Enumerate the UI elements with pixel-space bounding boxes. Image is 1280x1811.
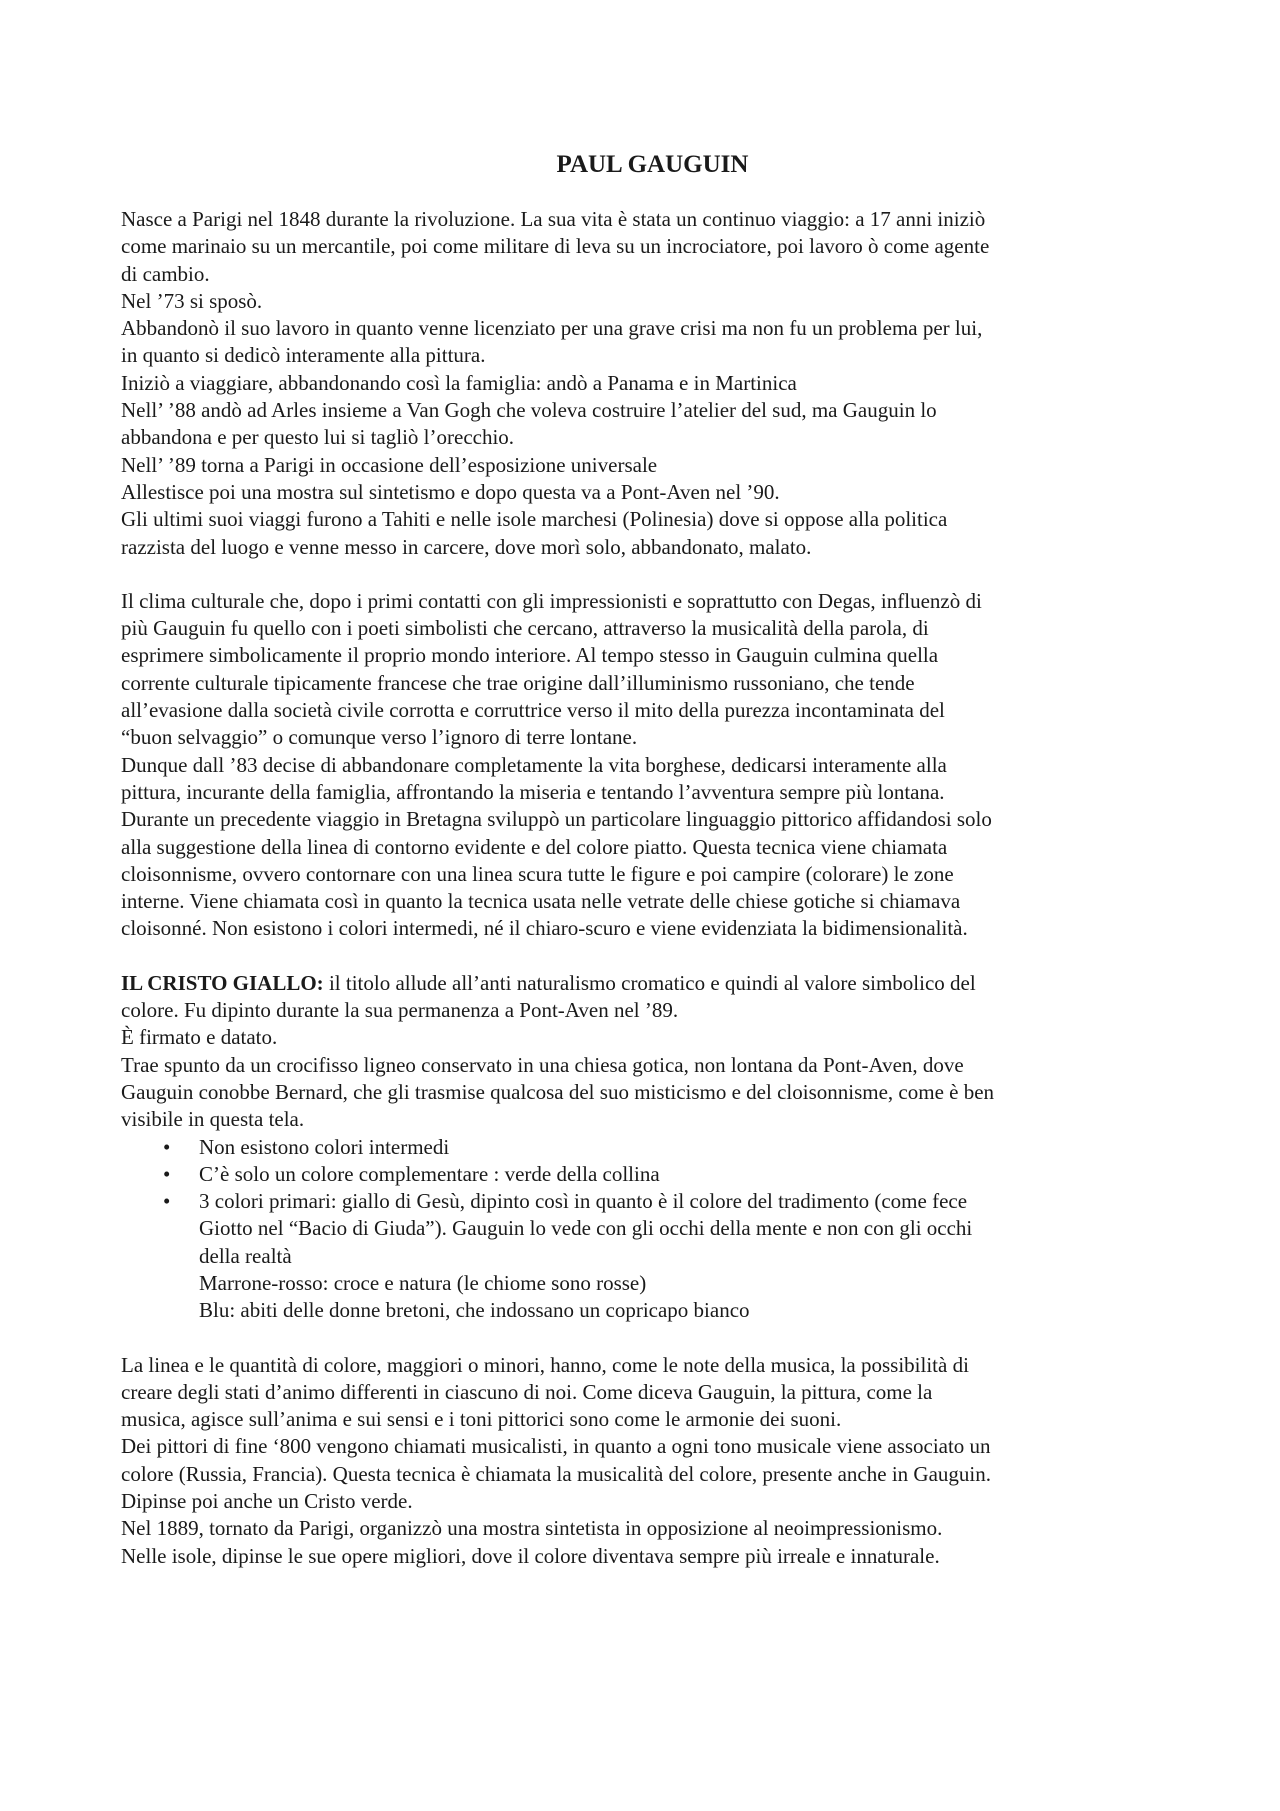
text-line: più Gauguin fu quello con i poeti simbolisti che cercano, attraverso la musicalità della parola, di — [121, 616, 929, 641]
text-line — [121, 970, 1166, 997]
page-title: PAUL GAUGUIN — [556, 151, 749, 178]
list-item — [121, 1161, 1166, 1188]
text-line: Abbandonò il suo lavoro in quanto venne licenziato per una grave crisi ma non fu un problema per lui, — [121, 316, 983, 341]
cultural-context-paragraph — [121, 588, 1166, 943]
musicality-paragraph — [121, 1352, 1166, 1570]
text-line: Nell’ ’89 torna a Parigi in occasione dell’esposizione universale — [121, 452, 658, 477]
cristo-giallo-section — [121, 970, 1166, 1325]
text-line: Trae spunto da un crocifisso ligneo conservato in una chiesa gotica, non lontana da Pont-Aven, dove — [121, 1052, 964, 1077]
text-line: Iniziò a viaggiare, abbandonando così la famiglia: andò a Panama e in Martinica — [121, 370, 797, 395]
section-heading: IL CRISTO GIALLO: — [121, 970, 324, 995]
text-line: “buon selvaggio” o comunque verso l’ignoro di terre lontane. — [121, 725, 638, 750]
text-line: abbandona e per questo lui si tagliò l’orecchio. — [121, 425, 515, 450]
heading-line-text: il titolo allude all’anti naturalismo cromatico e quindi al valore simbolico del — [323, 970, 976, 995]
text-line: Nel ’73 si sposò. — [121, 288, 263, 313]
list-item — [121, 1134, 1166, 1161]
bullet-icon: • — [163, 1161, 171, 1186]
text-line: pittura, incurante della famiglia, affrontando la miseria e tentando l’avventura sempre più lontana. — [121, 779, 945, 804]
text-line: Nelle isole, dipinse le sue opere migliori, dove il colore diventava sempre più irreale e innaturale. — [121, 1543, 940, 1568]
text-line: cloisonné. Non esistono i colori intermedi, né il chiaro-scuro e viene evidenziata la bidimensionalità. — [121, 916, 968, 941]
list-item-text: Non esistono colori intermedi — [199, 1134, 450, 1159]
paragraph-gap — [121, 943, 1166, 970]
text-line: colore (Russia, Francia). Questa tecnica è chiamata la musicalità del colore, presente anche in Gauguin. — [121, 1461, 991, 1486]
text-line: corrente culturale tipicamente francese che trae origine dall’illuminismo russoniano, che tende — [121, 670, 915, 695]
text-line: cloisonnisme, ovvero contornare con una linea scura tutte le figure e poi campire (colorare) le zone — [121, 861, 954, 886]
text-line: visibile in questa tela. — [121, 1107, 305, 1132]
biography-paragraph — [121, 206, 1166, 561]
text-line: Allestisce poi una mostra sul sintetismo e dopo questa va a Pont-Aven nel ’90. — [121, 479, 780, 504]
text-line: Nell’ ’88 andò ad Arles insieme a Van Gogh che voleva costruire l’atelier del sud, ma Gauguin lo — [121, 398, 937, 423]
text-line: La linea e le quantità di colore, maggiori o minori, hanno, come le note della musica, la possibilità di — [121, 1352, 969, 1377]
text-line: Gli ultimi suoi viaggi furono a Tahiti e nelle isole marchesi (Polinesia) dove si oppose alla politica — [121, 507, 948, 532]
bullet-icon: • — [163, 1189, 171, 1214]
list-item-continuation: Marrone-rosso: croce e natura (le chiome sono rosse) — [199, 1270, 647, 1295]
text-line: esprimere simbolicamente il proprio mondo interiore. Al tempo stesso in Gauguin culmina quella — [121, 643, 939, 668]
text-line: creare degli stati d’animo differenti in ciascuno di noi. Come diceva Gauguin, la pittura, come la — [121, 1379, 933, 1404]
paragraph-gap — [121, 1325, 1166, 1352]
text-line: Il clima culturale che, dopo i primi contatti con gli impressionisti e soprattutto con Degas, influenzò di — [121, 588, 982, 613]
list-item-continuation: Giotto nel “Bacio di Giuda”). Gauguin lo vede con gli occhi della mente e non con gli occhi — [199, 1216, 973, 1241]
document-page — [121, 150, 1166, 1570]
list-item-continuation: della realtà — [199, 1243, 292, 1268]
text-line: Dipinse poi anche un Cristo verde. — [121, 1489, 413, 1514]
bullet-icon: • — [163, 1134, 171, 1159]
text-line: musica, agisce sull’anima e sui sensi e i toni pittorici sono come le armonie dei suoni. — [121, 1407, 842, 1432]
text-line: Nasce a Parigi nel 1848 durante la rivoluzione. La sua vita è stata un continuo viaggio: a 17 anni iniziò — [121, 207, 986, 231]
list-item-text: 3 colori primari: giallo di Gesù, dipinto così in quanto è il colore del tradimento (come fece — [199, 1189, 968, 1214]
text-line: interne. Viene chiamata così in quanto la tecnica usata nelle vetrate delle chiese gotiche si chiamava — [121, 889, 961, 914]
text-line: Durante un precedente viaggio in Bretagna sviluppò un particolare linguaggio pittorico affidandosi solo — [121, 807, 992, 832]
text-line: all’evasione dalla società civile corrotta e corruttrice verso il mito della purezza incontaminata del — [121, 698, 945, 723]
text-line: come marinaio su un mercantile, poi come militare di leva su un incrociatore, poi lavoro ò come agente — [121, 234, 990, 259]
text-line: Gauguin conobbe Bernard, che gli trasmise qualcosa del suo misticismo e del cloisonnisme, come è ben — [121, 1079, 995, 1104]
list-item-text: C’è solo un colore complementare : verde della collina — [199, 1161, 660, 1186]
text-line: È firmato e datato. — [121, 1025, 278, 1050]
text-line: Dei pittori di fine ‘800 vengono chiamati musicalisti, in quanto a ogni tono musicale viene associato un — [121, 1434, 991, 1459]
text-line: alla suggestione della linea di contorno evidente e del colore piatto. Questa tecnica viene chiamata — [121, 834, 948, 859]
text-line: Dunque dall ’83 decise di abbandonare completamente la vita borghese, dedicarsi interamente alla — [121, 752, 947, 777]
text-line: in quanto si dedicò interamente alla pittura. — [121, 343, 486, 368]
list-item-continuation: Blu: abiti delle donne bretoni, che indossano un copricapo bianco — [199, 1298, 750, 1323]
list-item — [121, 1188, 1166, 1215]
paragraph-gap — [121, 561, 1166, 588]
text-line: colore. Fu dipinto durante la sua permanenza a Pont-Aven nel ’89. — [121, 998, 679, 1023]
text-line: di cambio. — [121, 261, 210, 286]
color-bullet-list — [121, 1134, 1166, 1325]
text-line: Nel 1889, tornato da Parigi, organizzò una mostra sintetista in opposizione al neoimpressionismo. — [121, 1516, 943, 1541]
text-line: razzista del luogo e venne messo in carcere, dove morì solo, abbandonato, malato. — [121, 534, 812, 559]
